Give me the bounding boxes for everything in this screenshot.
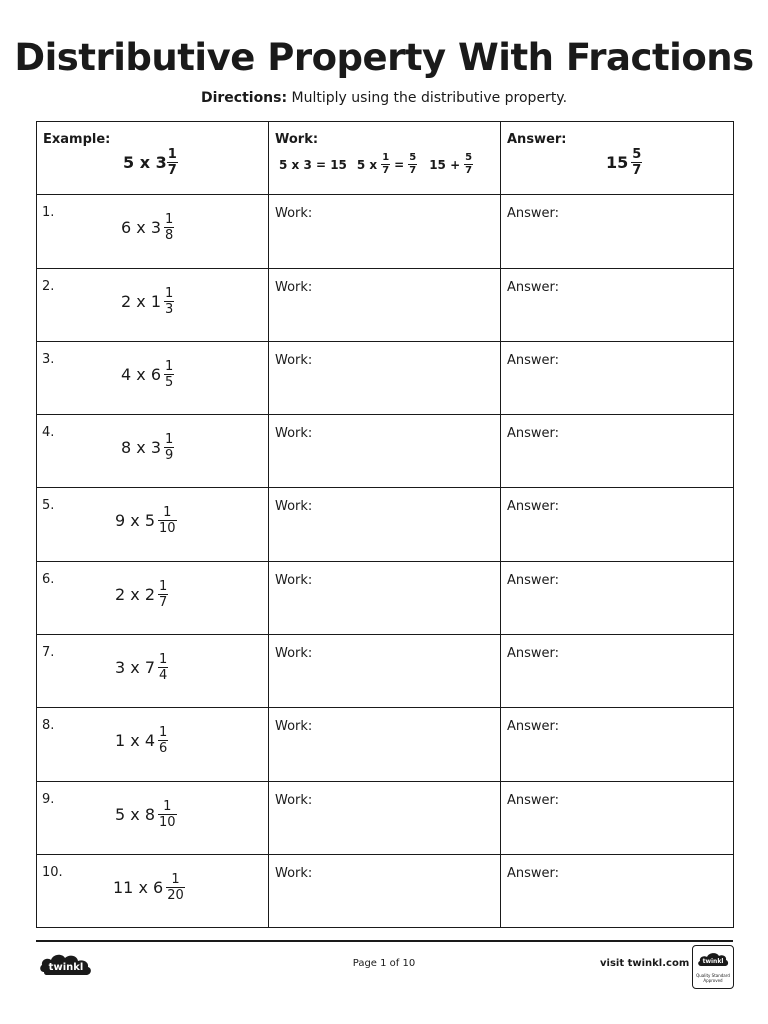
work-label: Work:: [275, 646, 313, 662]
problem-number: 5.: [42, 498, 55, 514]
fraction-denominator: 8: [165, 228, 174, 244]
fraction-denominator: 7: [632, 163, 642, 178]
problem-expression-whole: 9 x 5: [115, 511, 155, 531]
fraction-numerator: 5: [632, 147, 642, 162]
problem-expression-whole: 2 x 1: [121, 291, 161, 311]
fraction-numerator: 1: [163, 505, 172, 521]
problem-expression: [121, 213, 174, 242]
fraction-numerator: 1: [159, 652, 168, 668]
footer-divider: [36, 940, 733, 942]
answer-cell[interactable]: [501, 635, 734, 708]
problem-number: 3.: [42, 351, 55, 367]
work-label: Work:: [275, 206, 313, 222]
fraction-numerator: 1: [159, 578, 168, 594]
fraction-denominator: 10: [159, 814, 176, 830]
answer-label: Answer:: [507, 426, 560, 442]
example-work-step-1: 5 x 3 = 15: [279, 157, 347, 172]
answer-label: Answer:: [507, 499, 560, 515]
example-row: [37, 122, 734, 195]
fraction-numerator: 1: [165, 285, 174, 301]
problem-cell: [37, 635, 269, 708]
problem-row: [37, 635, 734, 708]
fraction-numerator: 5: [409, 152, 417, 163]
problem-row: [37, 488, 734, 561]
fraction-numerator: 1: [165, 212, 174, 228]
example-work-step-3: 15 +: [429, 157, 461, 172]
problem-cell: [37, 268, 269, 341]
problem-fraction: [158, 800, 177, 829]
fraction-numerator: 5: [465, 152, 473, 163]
fraction-numerator: 1: [165, 358, 174, 374]
page-number: Page 1 of 10: [352, 958, 416, 969]
badge-text: Quality Standard Approved: [696, 973, 730, 983]
problem-number: 8.: [42, 718, 55, 734]
problem-expression-whole: 1 x 4: [115, 731, 155, 751]
quality-badge: [692, 945, 734, 989]
problem-expression-whole: 4 x 6: [121, 364, 161, 384]
problem-expression: [113, 873, 185, 902]
problem-expression: [121, 287, 174, 316]
work-label: Work:: [275, 792, 313, 808]
visit-link[interactable]: visit twinkl.com: [600, 958, 690, 969]
problem-expression-whole: 5 x 8: [115, 804, 155, 824]
example-work-equals: =: [394, 157, 405, 172]
work-label: Work:: [275, 572, 313, 588]
problem-row: [37, 708, 734, 781]
problem-cell: [37, 415, 269, 488]
problem-number: 2.: [42, 278, 55, 294]
problem-cell: [37, 708, 269, 781]
work-cell[interactable]: [269, 195, 501, 268]
badge-cloud-icon: [693, 948, 733, 974]
example-work: [279, 153, 473, 176]
fraction-denominator: 10: [159, 521, 176, 537]
example-work-fraction-2: [408, 153, 417, 176]
example-fraction-denominator: 7: [167, 163, 177, 178]
problem-expression: [115, 726, 168, 755]
answer-label: Answer:: [507, 646, 560, 662]
problem-expression: [115, 653, 168, 682]
answer-cell[interactable]: [501, 268, 734, 341]
problem-row: [37, 195, 734, 268]
work-cell[interactable]: [269, 268, 501, 341]
problem-fraction: [164, 433, 174, 462]
work-label: Work:: [275, 499, 313, 515]
problem-fraction: [158, 653, 168, 682]
problem-expression: [115, 580, 168, 609]
problem-number: 9.: [42, 791, 55, 807]
fraction-denominator: 7: [159, 594, 168, 610]
problem-expression-whole: 6 x 3: [121, 218, 161, 238]
work-cell[interactable]: [269, 415, 501, 488]
problem-expression: [121, 433, 174, 462]
problem-fraction: [158, 580, 168, 609]
directions-label: Directions:: [200, 90, 288, 106]
answer-label: Answer:: [507, 719, 560, 735]
answer-cell[interactable]: [501, 341, 734, 414]
problem-fraction: [158, 726, 168, 755]
fraction-denominator: 4: [159, 668, 168, 684]
example-fraction-numerator: 1: [167, 147, 177, 162]
answer-cell[interactable]: [501, 415, 734, 488]
work-cell[interactable]: [269, 854, 501, 927]
answer-label: Answer:: [507, 792, 560, 808]
answer-label: Answer:: [507, 865, 560, 881]
work-cell[interactable]: [269, 708, 501, 781]
example-expression: [123, 148, 178, 177]
example-answer-label: Answer:: [507, 132, 567, 147]
problem-number: 7.: [42, 645, 55, 661]
problem-cell: [37, 781, 269, 854]
answer-cell[interactable]: [501, 854, 734, 927]
work-label: Work:: [275, 352, 313, 368]
directions-text: Multiply using the distributive property.: [287, 90, 568, 106]
work-label: Work:: [275, 279, 313, 295]
problem-number: 10.: [42, 864, 63, 880]
problem-expression: [121, 360, 174, 389]
fraction-denominator: 3: [165, 301, 174, 317]
fraction-denominator: 20: [167, 887, 184, 903]
example-answer-whole: 15: [606, 153, 629, 172]
example-work-fraction-3: [464, 153, 473, 176]
problem-expression-whole: 3 x 7: [115, 658, 155, 678]
problem-number: 1.: [42, 205, 55, 221]
problem-fraction: [164, 360, 174, 389]
problem-fraction: [164, 213, 174, 242]
fraction-numerator: 1: [171, 871, 180, 887]
problem-cell: [37, 854, 269, 927]
problem-number: 4.: [42, 425, 55, 441]
page-title: Distributive Property With Fractions: [14, 36, 754, 79]
problem-row: [37, 268, 734, 341]
example-problem-cell: [37, 122, 269, 195]
problem-row: [37, 415, 734, 488]
problem-cell: [37, 488, 269, 561]
answer-cell[interactable]: [501, 195, 734, 268]
work-cell[interactable]: [269, 781, 501, 854]
work-cell[interactable]: [269, 635, 501, 708]
example-work-label: Work:: [275, 132, 319, 147]
problem-fraction: [166, 873, 185, 902]
fraction-numerator: 1: [159, 725, 168, 741]
answer-label: Answer:: [507, 206, 560, 222]
example-answer-fraction: [631, 148, 642, 177]
problem-expression-whole: 8 x 3: [121, 438, 161, 458]
logo-text: twinkl: [48, 962, 84, 973]
problem-fraction: [158, 506, 177, 535]
example-work-step-2: 5 x: [356, 157, 378, 172]
problem-row: [37, 561, 734, 634]
work-label: Work:: [275, 865, 313, 881]
worksheet-table: [36, 121, 734, 928]
problem-expression: [115, 506, 177, 535]
example-expression-whole: 5 x 3: [123, 153, 167, 172]
problem-number: 6.: [42, 571, 55, 587]
answer-label: Answer:: [507, 352, 560, 368]
work-label: Work:: [275, 426, 313, 442]
example-fraction: [167, 148, 178, 177]
fraction-denominator: 5: [165, 374, 174, 390]
badge-brand: twinkl: [702, 958, 724, 965]
work-cell[interactable]: [269, 341, 501, 414]
fraction-denominator: 9: [165, 448, 174, 464]
example-answer-cell: [501, 122, 734, 195]
problem-expression-whole: 11 x 6: [113, 877, 164, 897]
problem-row: [37, 781, 734, 854]
problem-row: [37, 854, 734, 927]
problem-cell: [37, 561, 269, 634]
answer-cell[interactable]: [501, 708, 734, 781]
problem-expression-whole: 2 x 2: [115, 584, 155, 604]
fraction-numerator: 1: [163, 798, 172, 814]
answer-cell[interactable]: [501, 561, 734, 634]
fraction-denominator: 7: [465, 165, 473, 176]
fraction-denominator: 7: [382, 165, 390, 176]
answer-cell[interactable]: [501, 781, 734, 854]
answer-label: Answer:: [507, 572, 560, 588]
example-answer: [606, 148, 642, 177]
fraction-denominator: 6: [159, 741, 168, 757]
problem-cell: [37, 195, 269, 268]
fraction-numerator: 1: [165, 432, 174, 448]
fraction-denominator: 7: [409, 165, 417, 176]
answer-cell[interactable]: [501, 488, 734, 561]
fraction-numerator: 1: [382, 152, 390, 163]
problem-fraction: [164, 287, 174, 316]
example-work-cell: [269, 122, 501, 195]
work-cell[interactable]: [269, 561, 501, 634]
answer-label: Answer:: [507, 279, 560, 295]
work-label: Work:: [275, 719, 313, 735]
problem-row: [37, 341, 734, 414]
directions: [0, 90, 768, 106]
problem-expression: [115, 800, 177, 829]
work-cell[interactable]: [269, 488, 501, 561]
example-label: Example:: [43, 132, 111, 147]
example-work-fraction-1: [381, 153, 390, 176]
problem-cell: [37, 341, 269, 414]
